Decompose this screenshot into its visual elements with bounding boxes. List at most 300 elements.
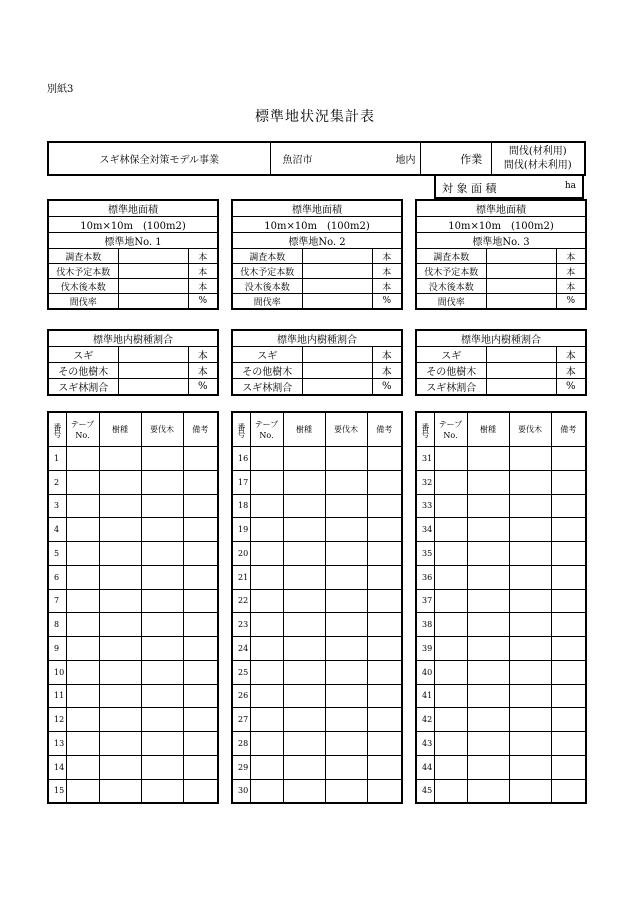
value-cell <box>302 249 372 264</box>
header-tape: テープ No. <box>66 412 99 447</box>
remarks-cell <box>183 494 218 518</box>
remarks-cell <box>551 755 586 779</box>
row-label: 伐木予定本数 <box>416 264 486 279</box>
work-options <box>491 142 585 175</box>
row-number: 8 <box>48 613 66 637</box>
row-number: 16 <box>232 447 250 471</box>
cut-cell <box>509 494 551 518</box>
row-number: 29 <box>232 755 250 779</box>
tally-row <box>416 494 586 518</box>
tape-cell <box>250 589 283 613</box>
species-cell <box>283 494 325 518</box>
value-cell <box>302 294 372 310</box>
species-cell <box>99 708 141 732</box>
species-cell <box>99 684 141 708</box>
species-cell <box>99 660 141 684</box>
row-number: 30 <box>232 779 250 803</box>
row-number: 21 <box>232 565 250 589</box>
plot-number: 標準地No. 2 <box>232 233 402 249</box>
tape-cell <box>66 518 99 542</box>
cut-cell <box>141 447 183 471</box>
tally-row <box>232 637 402 661</box>
remarks-cell <box>367 637 402 661</box>
row-number: 42 <box>416 708 434 732</box>
tally-row <box>232 518 402 542</box>
species-cell <box>283 518 325 542</box>
remarks-cell <box>183 518 218 542</box>
species-cell <box>283 732 325 756</box>
remarks-cell <box>183 565 218 589</box>
tally-row <box>48 470 218 494</box>
ratio-title: 標準地内樹種割合 <box>232 330 402 347</box>
row-label: 間伐率 <box>232 294 302 310</box>
species-cell <box>467 708 509 732</box>
tape-cell <box>66 684 99 708</box>
row-number: 27 <box>232 708 250 732</box>
cut-cell <box>509 589 551 613</box>
remarks-cell <box>367 518 402 542</box>
tape-cell <box>250 542 283 566</box>
tally-row <box>48 732 218 756</box>
tape-cell <box>66 755 99 779</box>
remarks-cell <box>367 470 402 494</box>
tally-row <box>416 613 586 637</box>
cut-cell <box>325 565 367 589</box>
row-number: 26 <box>232 684 250 708</box>
tally-row <box>48 684 218 708</box>
unit: 本 <box>556 363 586 379</box>
cut-cell <box>325 684 367 708</box>
tape-cell <box>250 637 283 661</box>
target-area-unit: ha <box>564 181 576 191</box>
tape-cell <box>250 565 283 589</box>
tape-cell <box>250 447 283 471</box>
row-number: 44 <box>416 755 434 779</box>
cut-cell <box>509 565 551 589</box>
cut-cell <box>141 518 183 542</box>
cut-cell <box>141 565 183 589</box>
remarks-cell <box>183 613 218 637</box>
tally-row <box>232 494 402 518</box>
unit: 本 <box>372 249 402 264</box>
form-number: 別紙3 <box>47 84 74 95</box>
row-label: 調査本数 <box>416 249 486 264</box>
cut-cell <box>325 613 367 637</box>
species-cell <box>99 637 141 661</box>
row-number: 2 <box>48 470 66 494</box>
work-option-2: 間伐(材未利用) <box>503 159 572 171</box>
tape-cell <box>434 565 467 589</box>
species-ratio-3 <box>415 329 587 396</box>
cut-cell <box>325 660 367 684</box>
tally-row <box>48 613 218 637</box>
header-number: 番号 <box>48 412 66 447</box>
cut-cell <box>325 494 367 518</box>
cut-cell <box>509 708 551 732</box>
row-label: スギ林割合 <box>48 379 118 396</box>
species-cell <box>467 779 509 803</box>
remarks-cell <box>183 732 218 756</box>
species-cell <box>467 660 509 684</box>
tally-table-3 <box>415 411 587 804</box>
unit: 本 <box>556 347 586 363</box>
remarks-cell <box>367 779 402 803</box>
remarks-cell <box>367 565 402 589</box>
remarks-cell <box>551 708 586 732</box>
cut-cell <box>509 470 551 494</box>
cut-cell <box>509 755 551 779</box>
header-cut: 要伐木 <box>325 412 367 447</box>
tally-row <box>416 542 586 566</box>
tally-row <box>48 565 218 589</box>
tally-row <box>232 613 402 637</box>
row-number: 41 <box>416 684 434 708</box>
cut-cell <box>141 494 183 518</box>
unit: 本 <box>188 279 218 294</box>
cut-cell <box>509 447 551 471</box>
tally-row <box>232 470 402 494</box>
tally-row <box>416 518 586 542</box>
unit: % <box>372 294 402 310</box>
row-number: 23 <box>232 613 250 637</box>
remarks-cell <box>551 613 586 637</box>
cut-cell <box>509 660 551 684</box>
row-label: 伐木後本数 <box>48 279 118 294</box>
tape-cell <box>66 470 99 494</box>
value-cell <box>118 264 188 279</box>
header-tape: テープ No. <box>434 412 467 447</box>
tape-cell <box>250 613 283 637</box>
cut-cell <box>325 518 367 542</box>
species-cell <box>283 684 325 708</box>
cut-cell <box>141 660 183 684</box>
cut-cell <box>509 732 551 756</box>
tally-row <box>232 708 402 732</box>
species-cell <box>283 470 325 494</box>
species-cell <box>99 565 141 589</box>
row-label: その他樹木 <box>232 363 302 379</box>
tally-row <box>416 589 586 613</box>
plot-title: 標準地面積 <box>232 200 402 217</box>
tally-row <box>232 542 402 566</box>
cut-cell <box>141 755 183 779</box>
value-cell <box>486 249 556 264</box>
district-suffix: 地内 <box>395 155 416 166</box>
row-number: 24 <box>232 637 250 661</box>
species-cell <box>99 447 141 471</box>
row-number: 6 <box>48 565 66 589</box>
tally-row <box>232 732 402 756</box>
row-label: スギ林割合 <box>416 379 486 396</box>
remarks-cell <box>183 589 218 613</box>
tally-row <box>48 542 218 566</box>
row-number: 25 <box>232 660 250 684</box>
remarks-cell <box>367 732 402 756</box>
tally-row <box>416 637 586 661</box>
plot-size: 10m×10m (100m2) <box>232 217 402 233</box>
unit: 本 <box>372 264 402 279</box>
remarks-cell <box>551 494 586 518</box>
remarks-cell <box>183 637 218 661</box>
cut-cell <box>325 708 367 732</box>
value-cell <box>302 279 372 294</box>
unit: 本 <box>372 347 402 363</box>
species-cell <box>283 755 325 779</box>
work-label: 作業 <box>452 142 491 175</box>
species-cell <box>467 470 509 494</box>
tally-row <box>416 660 586 684</box>
value-cell <box>486 279 556 294</box>
tally-table-2 <box>231 411 403 804</box>
project-name: スギ林保全対策モデル事業 <box>48 142 270 175</box>
tape-cell <box>250 708 283 732</box>
cut-cell <box>509 613 551 637</box>
species-cell <box>283 565 325 589</box>
remarks-cell <box>183 684 218 708</box>
tape-cell <box>250 494 283 518</box>
header-table <box>47 141 586 176</box>
row-number: 35 <box>416 542 434 566</box>
value-cell <box>302 264 372 279</box>
tally-row <box>232 779 402 803</box>
unit: % <box>372 379 402 396</box>
cut-cell <box>509 518 551 542</box>
cut-cell <box>325 755 367 779</box>
row-number: 4 <box>48 518 66 542</box>
row-number: 43 <box>416 732 434 756</box>
unit: 本 <box>556 264 586 279</box>
species-cell <box>99 613 141 637</box>
tape-cell <box>434 470 467 494</box>
header-remarks: 備考 <box>183 412 218 447</box>
cut-cell <box>141 613 183 637</box>
tally-row <box>48 637 218 661</box>
tally-row <box>48 518 218 542</box>
header-tape: テープ No. <box>250 412 283 447</box>
tally-row <box>232 684 402 708</box>
tally-row <box>232 660 402 684</box>
tally-row <box>48 447 218 471</box>
tape-cell <box>434 518 467 542</box>
tape-cell <box>434 684 467 708</box>
plot-number: 標準地No. 3 <box>416 233 586 249</box>
species-cell <box>99 518 141 542</box>
tally-row <box>416 565 586 589</box>
species-cell <box>467 565 509 589</box>
remarks-cell <box>183 470 218 494</box>
species-cell <box>467 755 509 779</box>
species-cell <box>283 613 325 637</box>
species-cell <box>467 637 509 661</box>
tally-row <box>232 565 402 589</box>
remarks-cell <box>183 755 218 779</box>
row-number: 28 <box>232 732 250 756</box>
row-number: 7 <box>48 589 66 613</box>
cut-cell <box>141 708 183 732</box>
species-cell <box>467 494 509 518</box>
standard-plot-3 <box>415 199 587 310</box>
header-number: 番号 <box>232 412 250 447</box>
cut-cell <box>509 779 551 803</box>
row-number: 45 <box>416 779 434 803</box>
remarks-cell <box>551 518 586 542</box>
cut-cell <box>141 684 183 708</box>
ratio-title: 標準地内樹種割合 <box>416 330 586 347</box>
remarks-cell <box>367 613 402 637</box>
species-cell <box>99 755 141 779</box>
cut-cell <box>325 732 367 756</box>
tape-cell <box>434 447 467 471</box>
tally-row <box>232 447 402 471</box>
target-area-label: 対 象 面 積 <box>442 182 497 195</box>
cut-cell <box>509 637 551 661</box>
work-option-1: 間伐(材利用) <box>508 145 567 157</box>
page-title: 標準地状況集計表 <box>255 109 375 125</box>
row-number: 32 <box>416 470 434 494</box>
unit: 本 <box>556 249 586 264</box>
row-number: 5 <box>48 542 66 566</box>
unit: 本 <box>188 249 218 264</box>
tape-cell <box>434 779 467 803</box>
cut-cell <box>325 637 367 661</box>
species-cell <box>467 589 509 613</box>
unit: % <box>556 379 586 396</box>
value-cell <box>118 249 188 264</box>
ratio-title: 標準地内樹種割合 <box>48 330 218 347</box>
tape-cell <box>434 660 467 684</box>
row-number: 19 <box>232 518 250 542</box>
tally-row <box>416 779 586 803</box>
species-cell <box>99 589 141 613</box>
tape-cell <box>66 637 99 661</box>
unit: 本 <box>188 363 218 379</box>
tape-cell <box>250 779 283 803</box>
unit: 本 <box>188 347 218 363</box>
row-number: 34 <box>416 518 434 542</box>
row-number: 3 <box>48 494 66 518</box>
row-label: 伐木予定本数 <box>232 264 302 279</box>
cut-cell <box>141 779 183 803</box>
species-cell <box>467 447 509 471</box>
remarks-cell <box>551 447 586 471</box>
tally-row <box>48 708 218 732</box>
city-name: 魚沼市 <box>282 155 313 166</box>
header-species: 樹種 <box>283 412 325 447</box>
tally-row <box>48 755 218 779</box>
species-cell <box>99 732 141 756</box>
header-remarks: 備考 <box>551 412 586 447</box>
header-remarks: 備考 <box>367 412 402 447</box>
remarks-cell <box>183 542 218 566</box>
row-label: 伐木予定本数 <box>48 264 118 279</box>
remarks-cell <box>551 637 586 661</box>
tape-cell <box>66 447 99 471</box>
cut-cell <box>325 542 367 566</box>
tally-row <box>416 447 586 471</box>
species-cell <box>467 518 509 542</box>
tape-cell <box>434 732 467 756</box>
cut-cell <box>141 589 183 613</box>
row-number: 13 <box>48 732 66 756</box>
row-label: 没木後本数 <box>416 279 486 294</box>
row-label: 没木後本数 <box>232 279 302 294</box>
row-number: 18 <box>232 494 250 518</box>
row-number: 22 <box>232 589 250 613</box>
cut-cell <box>325 779 367 803</box>
value-cell <box>486 294 556 310</box>
row-number: 9 <box>48 637 66 661</box>
tape-cell <box>250 755 283 779</box>
species-cell <box>467 542 509 566</box>
header-species: 樹種 <box>99 412 141 447</box>
cut-cell <box>325 447 367 471</box>
tape-cell <box>66 732 99 756</box>
header-cut: 要伐木 <box>141 412 183 447</box>
row-number: 17 <box>232 470 250 494</box>
row-label: スギ <box>416 347 486 363</box>
tape-cell <box>66 565 99 589</box>
species-cell <box>283 779 325 803</box>
species-cell <box>99 779 141 803</box>
row-number: 40 <box>416 660 434 684</box>
remarks-cell <box>183 708 218 732</box>
row-number: 12 <box>48 708 66 732</box>
remarks-cell <box>367 708 402 732</box>
tape-cell <box>434 542 467 566</box>
row-number: 33 <box>416 494 434 518</box>
row-label: その他樹木 <box>48 363 118 379</box>
cut-cell <box>141 637 183 661</box>
species-cell <box>467 613 509 637</box>
unit: 本 <box>188 264 218 279</box>
plot-title: 標準地面積 <box>416 200 586 217</box>
species-cell <box>283 637 325 661</box>
tape-cell <box>250 470 283 494</box>
value-cell <box>486 264 556 279</box>
plot-title: 標準地面積 <box>48 200 218 217</box>
remarks-cell <box>367 589 402 613</box>
unit: 本 <box>372 363 402 379</box>
value-cell <box>118 294 188 310</box>
row-label: 調査本数 <box>232 249 302 264</box>
cut-cell <box>141 542 183 566</box>
target-area-box <box>434 175 584 199</box>
tape-cell <box>434 613 467 637</box>
remarks-cell <box>551 684 586 708</box>
remarks-cell <box>551 565 586 589</box>
remarks-cell <box>367 660 402 684</box>
row-label: スギ <box>48 347 118 363</box>
row-label: その他樹木 <box>416 363 486 379</box>
unit: % <box>188 294 218 310</box>
row-number: 14 <box>48 755 66 779</box>
species-cell <box>283 447 325 471</box>
tape-cell <box>434 589 467 613</box>
row-number: 37 <box>416 589 434 613</box>
remarks-cell <box>551 470 586 494</box>
row-label: スギ <box>232 347 302 363</box>
row-number: 31 <box>416 447 434 471</box>
remarks-cell <box>551 732 586 756</box>
species-ratio-2 <box>231 329 403 396</box>
cut-cell <box>141 732 183 756</box>
species-cell <box>467 684 509 708</box>
unit: 本 <box>556 279 586 294</box>
remarks-cell <box>367 494 402 518</box>
row-number: 10 <box>48 660 66 684</box>
cut-cell <box>509 542 551 566</box>
tape-cell <box>66 660 99 684</box>
